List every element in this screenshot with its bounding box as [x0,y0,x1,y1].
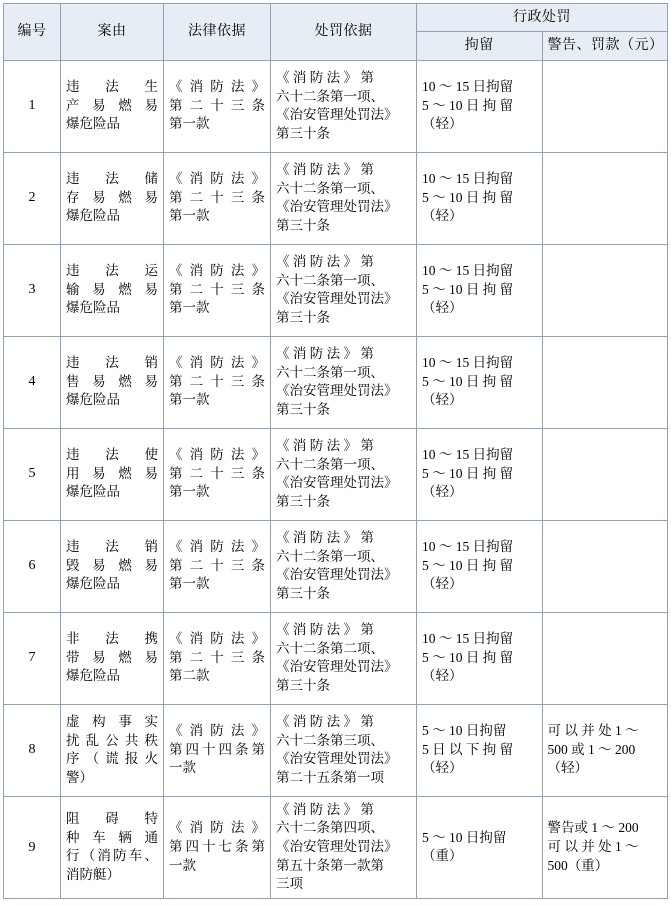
table-row [4,60,668,152]
penalty-basis: 《 消 防 法 》 第 六十二条第一项、 《治安管理处罚法》 第三十条 [271,428,417,520]
detention-penalty: 10 ～ 15 日拘留 5 ～ 10 日 拘 留 （轻） [417,428,543,520]
table-row [4,704,668,796]
detention-penalty: 10 ～ 15 日拘留 5 ～ 10 日 拘 留 （轻） [417,152,543,244]
detention-penalty: 5 ～ 10 日拘留 （重） [417,796,543,898]
fine-penalty: 可 以 并 处 1 ～ 500 或 1 ～ 200 （轻） [542,704,668,796]
row-number: 6 [4,520,61,612]
row-number: 1 [4,60,61,152]
row-number: 7 [4,612,61,704]
fine-penalty [542,60,668,152]
column-header-no: 编号 [4,4,61,61]
case-description: 阻 碍 特 种 车 辆 通 行（消防车、 消防艇） [61,796,164,898]
fine-penalty [542,520,668,612]
case-description: 违 法 销 毁 易 燃 易 爆危险品 [61,520,164,612]
table-row [4,796,668,898]
column-header-basis: 处罚依据 [271,4,417,61]
table-row [4,612,668,704]
fine-penalty: 警告或 1 ～ 200 可 以 并 处 1 ～ 500（重） [542,796,668,898]
fine-penalty [542,336,668,428]
penalty-basis: 《 消 防 法 》 第 六十二条第一项、 《治安管理处罚法》 第三十条 [271,336,417,428]
detention-penalty: 10 ～ 15 日拘留 5 ～ 10 日 拘 留 （轻） [417,520,543,612]
detention-penalty: 10 ～ 15 日拘留 5 ～ 10 日 拘 留 （轻） [417,336,543,428]
legal-basis: 《消防法》 第二十三条 第一款 [164,336,271,428]
legal-basis: 《消防法》 第二十三条 第一款 [164,520,271,612]
case-description: 违 法 储 存 易 燃 易 爆危险品 [61,152,164,244]
table-row [4,244,668,336]
table-row [4,152,668,244]
table-row [4,520,668,612]
penalty-basis: 《 消 防 法 》 第 六十二条第二项、 《治安管理处罚法》 第三十条 [271,612,417,704]
legal-basis: 《消防法》 第二十三条 第一款 [164,428,271,520]
detention-penalty: 5 ～ 10 日拘留 5 日 以 下 拘 留 （轻） [417,704,543,796]
legal-basis: 《消防法》 第二十三条 第一款 [164,244,271,336]
table-body [4,60,668,898]
case-description: 虚构事实 扰乱公共秩 序（谎报火 警） [61,704,164,796]
legal-basis: 《消防法》 第二十三条 第一款 [164,60,271,152]
case-description: 违 法 销 售 易 燃 易 爆危险品 [61,336,164,428]
legal-basis: 《消防法》 第二十三条 第二款 [164,612,271,704]
legal-basis: 《消防法》 第四十七条第 一款 [164,796,271,898]
case-description: 违 法 运 输 易 燃 易 爆危险品 [61,244,164,336]
column-header-admin-penalty: 行政处罚 [417,4,668,32]
row-number: 9 [4,796,61,898]
header-row-top [4,4,668,32]
row-number: 3 [4,244,61,336]
fine-penalty [542,152,668,244]
fine-penalty [542,612,668,704]
column-header-fine: 警告、罚款（元） [542,32,668,60]
row-number: 8 [4,704,61,796]
detention-penalty: 10 ～ 15 日拘留 5 ～ 10 日 拘 留 （轻） [417,60,543,152]
column-header-case: 案由 [61,4,164,61]
fine-penalty [542,244,668,336]
penalty-basis: 《 消 防 法 》 第 六十二条第一项、 《治安管理处罚法》 第三十条 [271,60,417,152]
table-row [4,428,668,520]
table-header [4,4,668,61]
fine-penalty [542,428,668,520]
penalty-basis: 《 消 防 法 》 第 六十二条第一项、 《治安管理处罚法》 第三十条 [271,152,417,244]
case-description: 违 法 使 用 易 燃 易 爆危险品 [61,428,164,520]
case-description: 非 法 携 带 易 燃 易 爆危险品 [61,612,164,704]
penalty-basis: 《 消 防 法 》 第 六十二条第三项、 《治安管理处罚法》 第二十五条第一项 [271,704,417,796]
row-number: 4 [4,336,61,428]
case-description: 违 法 生 产 易 燃 易 爆危险品 [61,60,164,152]
penalty-basis: 《 消 防 法 》 第 六十二条第四项、 《治安管理处罚法》 第五十条第一款第 三项 [271,796,417,898]
legal-basis: 《消防法》 第二十三条 第一款 [164,152,271,244]
column-header-law: 法律依据 [164,4,271,61]
row-number: 5 [4,428,61,520]
detention-penalty: 10 ～ 15 日拘留 5 ～ 10 日 拘 留 （轻） [417,612,543,704]
detention-penalty: 10 ～ 15 日拘留 5 ～ 10 日 拘 留 （轻） [417,244,543,336]
penalty-table [3,3,668,899]
penalty-basis: 《 消 防 法 》 第 六十二条第一项、 《治安管理处罚法》 第三十条 [271,244,417,336]
legal-basis: 《消防法》 第四十四条第 一款 [164,704,271,796]
column-header-detention: 拘留 [417,32,543,60]
penalty-basis: 《 消 防 法 》 第 六十二条第一项、 《治安管理处罚法》 第三十条 [271,520,417,612]
table-row [4,336,668,428]
row-number: 2 [4,152,61,244]
